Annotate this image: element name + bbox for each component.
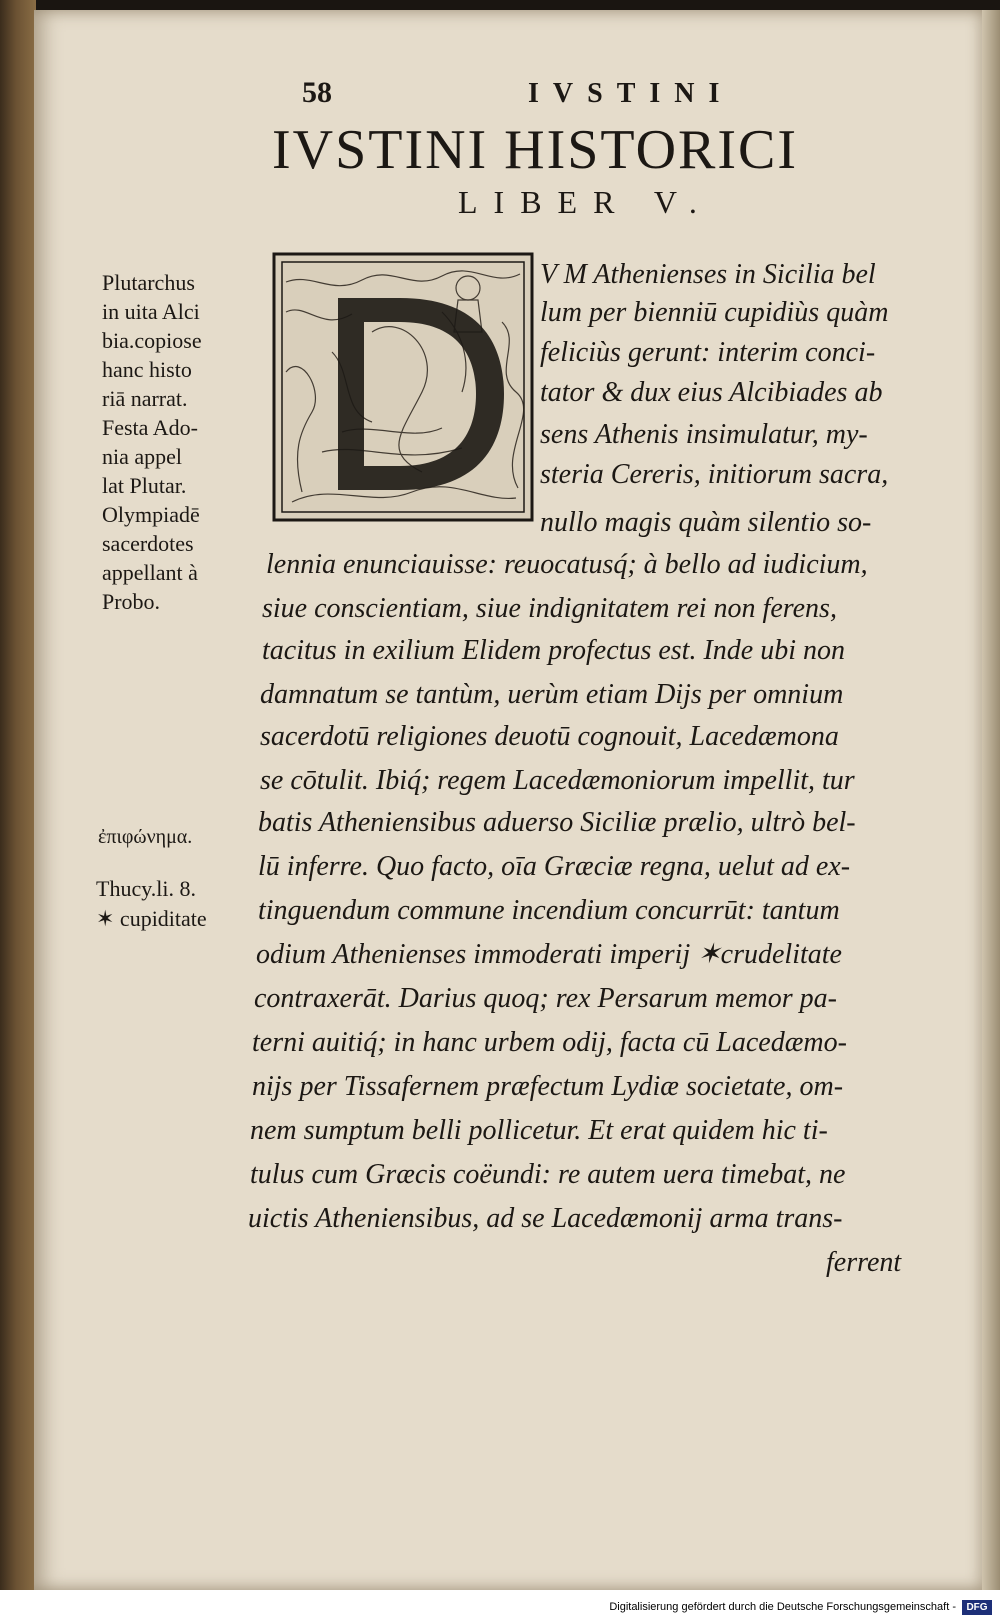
text-line: contraxerāt. Darius quoq; rex Persarum memor pa-: [254, 983, 837, 1014]
catchword: ferrent: [826, 1247, 902, 1278]
text-line: nijs per Tissafernem præfectum Lydiæ societate, om-: [252, 1071, 844, 1102]
marginal-note-line: in uita Alci: [102, 299, 200, 324]
text-line: uictis Atheniensibus, ad se Lacedæmonij arma trans-: [248, 1203, 843, 1234]
marginal-note-line: sacerdotes: [102, 531, 194, 556]
text-line: terni auitiq́; in hanc urbem odij, facta cū Lacedæmo-: [252, 1027, 847, 1058]
marginal-note-line: Thucy.li. 8.: [96, 876, 196, 901]
page-right-edge: [982, 10, 1000, 1590]
marginal-note-line: appellant à: [102, 560, 198, 585]
text-line: lum per bienniū cupidiùs quàm: [540, 297, 889, 328]
digitization-credit: Digitalisierung gefördert durch die Deutsche Forschungsgemeinschaft -: [609, 1601, 956, 1613]
drop-cap-letter: D: [272, 252, 273, 253]
dfg-logo: DFG: [962, 1600, 992, 1615]
marginal-note-line: riā narrat.: [102, 386, 188, 411]
chapter-title: IVSTINI HISTORICI: [272, 119, 799, 181]
text-line: tator & dux eius Alcibiades ab: [540, 377, 883, 408]
marginal-note-line: ✶ cupiditate: [96, 906, 207, 931]
text-line: sacerdotū religiones deuotū cognouit, Lacedæmona: [260, 721, 839, 752]
marginal-note-line: Probo.: [102, 589, 161, 614]
text-line: steria Cereris, initiorum sacra,: [540, 459, 889, 490]
text-line: damnatum se tantùm, uerùm etiam Dijs per omnium: [260, 679, 844, 710]
text-line: se cōtulit. Ibiq́; regem Lacedæmoniorum impellit, tur: [260, 765, 855, 796]
marginal-note-greek: ἐπιφώνημα.: [98, 826, 193, 848]
marginal-note-line: hanc histo: [102, 357, 192, 382]
text-line: odium Athenienses immoderati imperij ✶crudelitate: [256, 939, 842, 970]
text-line: tulus cum Græcis coëundi: re autem uera timebat, ne: [250, 1159, 846, 1190]
text-line: lennia enunciauisse: reuocatusq́; à bello ad iudicium,: [266, 549, 868, 580]
marginal-note-line: Festa Ado-: [102, 415, 198, 440]
text-line: siue conscientiam, siue indignitatem rei non ferens,: [262, 593, 837, 624]
book-page: [34, 10, 984, 1590]
text-line: tinguendum commune incendium concurrūt: tantum: [258, 895, 840, 926]
text-line: feliciùs gerunt: interim conci-: [540, 337, 876, 368]
text-line: nullo magis quàm silentio so-: [540, 507, 872, 538]
page-number: 58: [302, 76, 332, 109]
woodcut-initial-frame: [272, 252, 534, 522]
text-line: sens Athenis insimulatur, my-: [540, 419, 868, 450]
book-subtitle: LIBER V.: [458, 184, 713, 220]
running-head: IVSTINI: [528, 78, 734, 109]
marginal-note-line: Plutarchus: [102, 270, 195, 295]
text-line: V M Athenienses in Sicilia bel: [540, 259, 876, 290]
book-spine-edge: [0, 0, 36, 1590]
decorated-initial: [272, 252, 534, 522]
text-line: lū inferre. Quo facto, oīa Græciæ regna, uelut ad ex-: [258, 851, 851, 882]
text-line: tacitus in exilium Elidem profectus est. Inde ubi non: [262, 635, 845, 666]
marginal-notes: [102, 268, 272, 616]
text-line: nem sumptum belli pollicetur. Et erat quidem hic ti-: [250, 1115, 828, 1146]
marginal-note-reference: [96, 874, 207, 934]
marginal-note-line: lat Plutar.: [102, 473, 187, 498]
marginal-note-line: nia appel: [102, 444, 183, 469]
marginal-note-line: Olympiadē: [102, 502, 200, 527]
marginal-note-line: bia.copiose: [102, 328, 202, 353]
footer-bar: [0, 1590, 1000, 1621]
text-line: batis Atheniensibus aduerso Siciliæ prælio, ultrò bel-: [258, 807, 856, 838]
